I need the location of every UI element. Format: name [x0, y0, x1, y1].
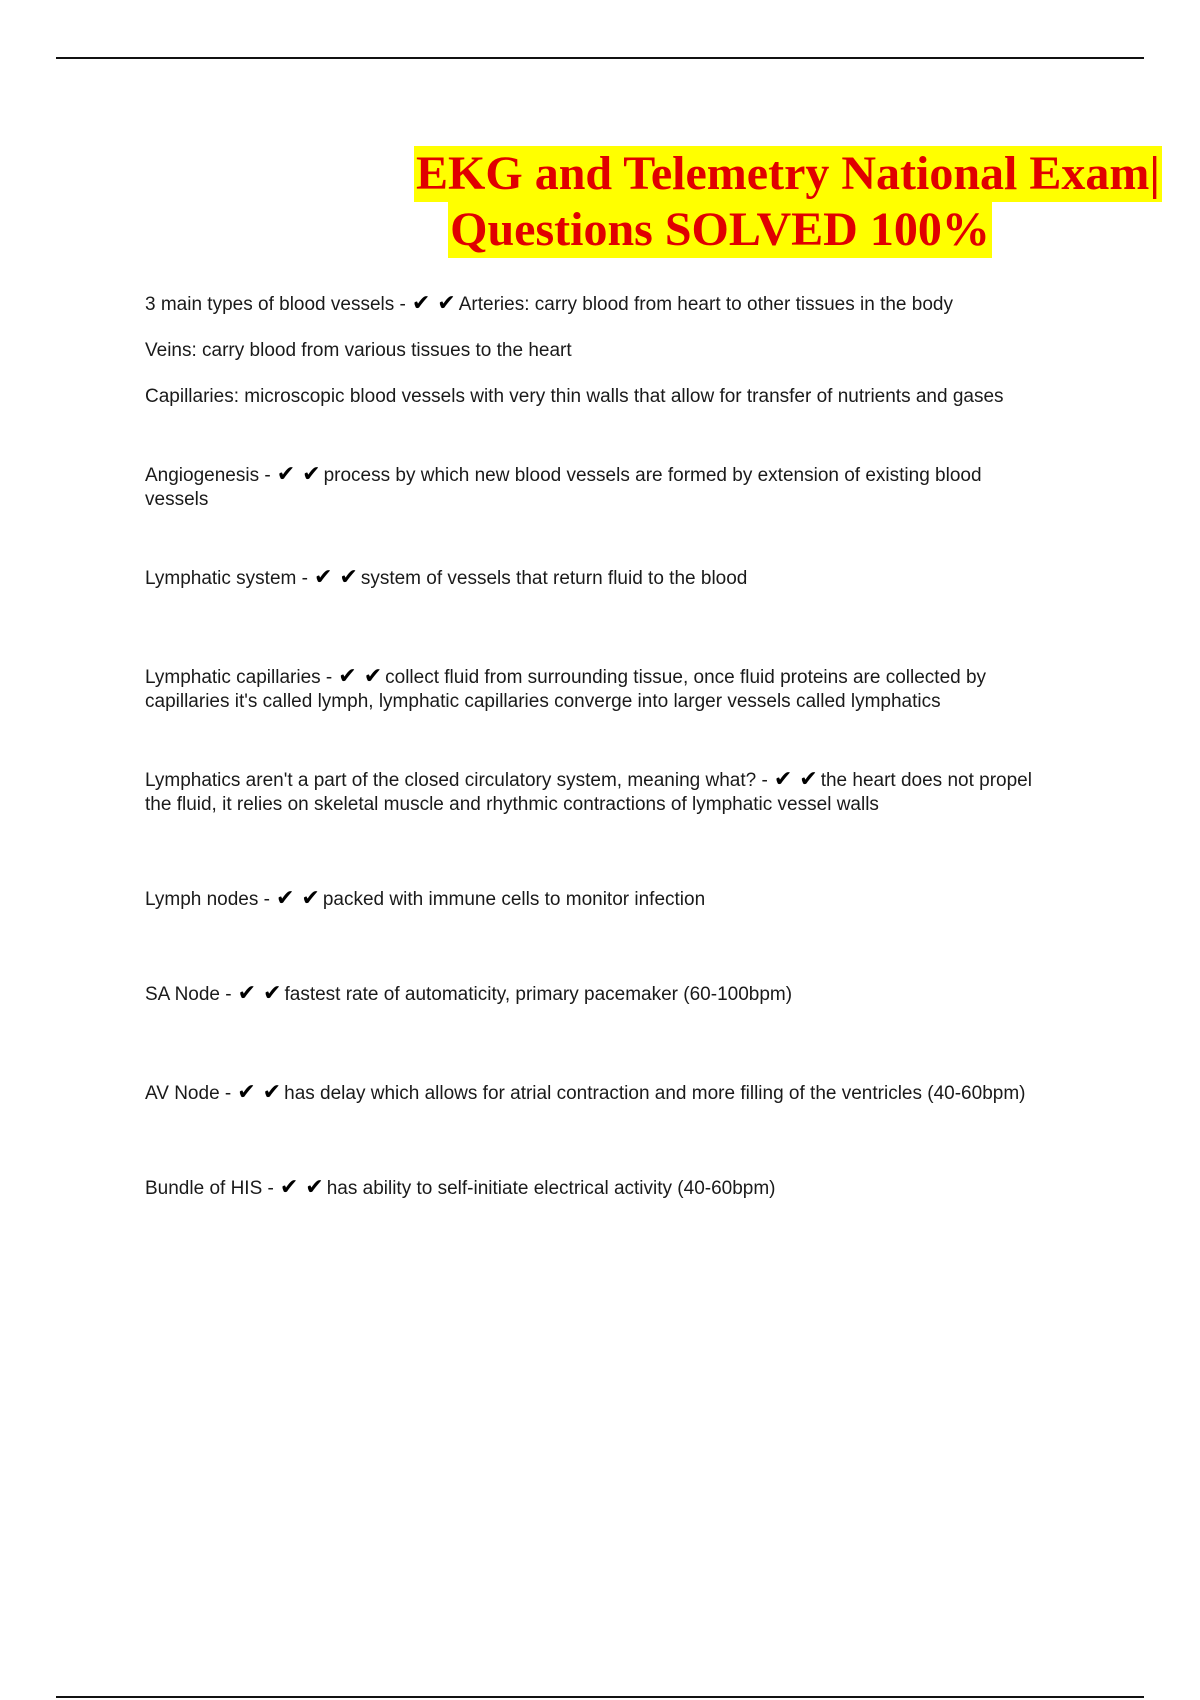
- double-check-icon: ✔ ✔: [237, 981, 282, 1006]
- top-rule: [56, 57, 1144, 59]
- entry-definition: the heart does not propel the fluid, it relies on skeletal muscle and rhythmic contractions of lymphatic vessel walls: [145, 770, 1032, 815]
- qa-entry-4: [145, 665, 1050, 714]
- qa-entry-5: [145, 768, 1050, 817]
- entry-definition: Arteries: carry blood from heart to other tissues in the body: [458, 294, 953, 315]
- entry-term: Angiogenesis -: [145, 465, 271, 486]
- qa-entry-9: [145, 1176, 1050, 1201]
- double-check-icon: ✔ ✔: [276, 462, 321, 487]
- double-check-icon: ✔ ✔: [773, 767, 818, 792]
- double-check-icon: ✔ ✔: [313, 565, 358, 590]
- entry-definition: packed with immune cells to monitor infection: [322, 889, 706, 910]
- entry-definition: system of vessels that return fluid to the blood: [360, 568, 748, 589]
- entry-definition: has ability to self-initiate electrical activity (40-60bpm): [326, 1178, 776, 1199]
- entry-definition: has delay which allows for atrial contraction and more filling of the ventricles (40-60bpm): [284, 1083, 1026, 1104]
- double-check-icon: ✔ ✔: [275, 886, 320, 911]
- entry-term: Bundle of HIS -: [145, 1178, 274, 1199]
- entry-term: AV Node -: [145, 1083, 232, 1104]
- entry-term: SA Node -: [145, 984, 232, 1005]
- entry-definition: collect fluid from surrounding tissue, once fluid proteins are collected by capillaries it's called lymph, lymphatic capillaries converge into larger vessels called lymphatics: [145, 667, 987, 712]
- qa-entry-1-extra-1: Veins: carry blood from various tissues to the heart: [145, 340, 572, 361]
- bottom-rule: [56, 1696, 1144, 1698]
- entry-term: Lymphatic capillaries -: [145, 667, 333, 688]
- document-title: [0, 146, 1200, 258]
- double-check-icon: ✔ ✔: [237, 1080, 282, 1105]
- qa-list: [145, 292, 1050, 1201]
- title-line-2: Questions SOLVED 100%: [450, 203, 990, 256]
- qa-entry-3: [145, 566, 1050, 591]
- entry-term: Lymphatic system -: [145, 568, 308, 589]
- qa-entry-8: [145, 1081, 1050, 1106]
- double-check-icon: ✔ ✔: [411, 291, 456, 316]
- qa-entry-2: [145, 463, 1050, 512]
- qa-entry-1-extra-2: Capillaries: microscopic blood vessels with very thin walls that allow for transfer of nutrients and gases: [145, 386, 1004, 407]
- qa-entry-7: [145, 982, 1050, 1007]
- double-check-icon: ✔ ✔: [338, 664, 383, 689]
- qa-entry-6: [145, 887, 1050, 912]
- title-line-1: EKG and Telemetry National Exam|: [416, 147, 1160, 200]
- entry-term: 3 main types of blood vessels -: [145, 294, 406, 315]
- entry-definition: fastest rate of automaticity, primary pacemaker (60-100bpm): [284, 984, 793, 1005]
- entry-term: Lymph nodes -: [145, 889, 270, 910]
- qa-entry-1: [145, 292, 1050, 317]
- double-check-icon: ✔ ✔: [279, 1175, 324, 1200]
- entry-term: Lymphatics aren't a part of the closed circulatory system, meaning what? -: [145, 770, 768, 791]
- entry-definition: process by which new blood vessels are formed by extension of existing blood vessels: [145, 465, 982, 510]
